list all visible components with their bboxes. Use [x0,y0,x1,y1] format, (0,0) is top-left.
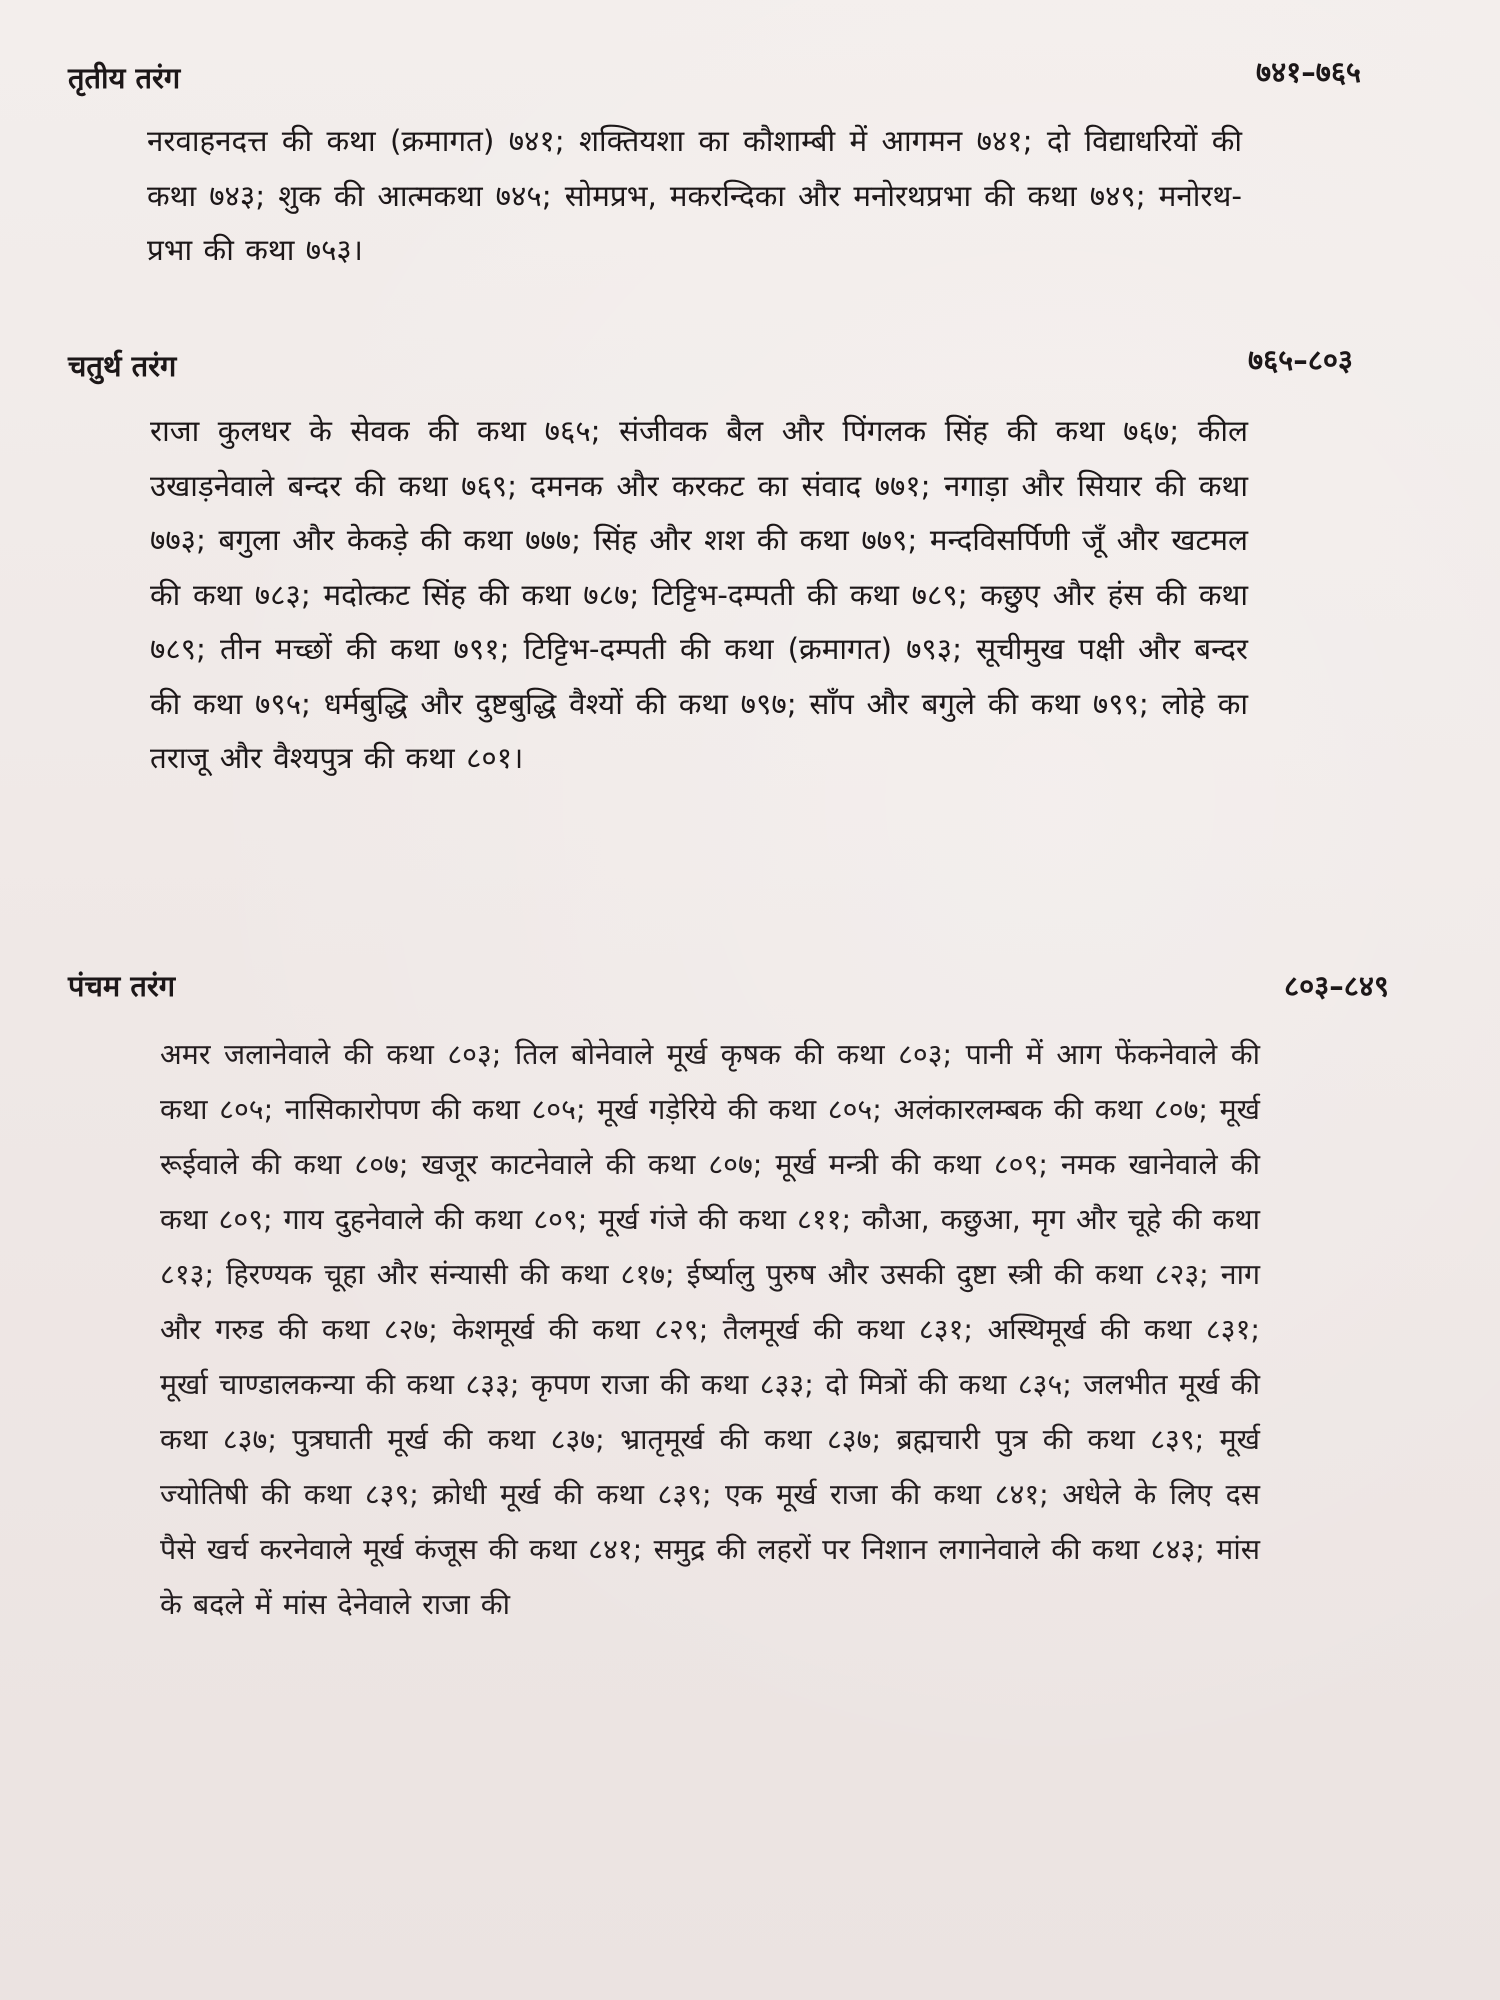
page-range: ७४१–७६५ [1256,55,1361,89]
section-title: तृतीय तरंग [68,61,181,95]
section-body-text: राजा कुलधर के सेवक की कथा ७६५; संजीवक बैल और पिंगलक सिंह की कथा ७६७; कील उखाड़नेवाले बन्दर की कथा ७६९; दमनक और करकट का संवाद ७७१; नगाड़ा और सियार की कथा ७७३; बगुला और केकड़े की कथा ७७७; सिंह और शश की कथा ७७९; मन्दविसर्पिणी जूँ और खटमल की कथा ७८३; मदोत्कट सिंह की कथा ७८७; टिट्टिभ-दम्पती की कथा ७८९; कछुए और हंस की कथा ७८९; तीन मच्छों की कथा ७९१; टिट्टिभ-दम्पती की कथा (क्रमागत) ७९३; सूचीमुख पक्षी और बन्दर की कथा ७९५; धर्मबुद्धि और दुष्टबुद्धि वैश्यों की कथा ७९७; साँप और बगुले की कथा ७९९; लोहे का तराजू और वैश्यपुत्र की कथा ८०१। [150,414,1248,775]
section-title: पंचम तरंग [68,969,176,1003]
section-title: चतुर्थ तरंग [68,349,177,383]
page-range: ७६५–८०३ [1248,343,1353,377]
section-body-text: अमर जलानेवाले की कथा ८०३; तिल बोनेवाले मूर्ख कृषक की कथा ८०३; पानी में आग फेंकनेवाले की कथा ८०५; नासिकारोपण की कथा ८०५; मूर्ख गड़ेरिये की कथा ८०५; अलंकारलम्बक की कथा ८०७; मूर्ख रूईवाले की कथा ८०७; खजूर काटनेवाले की कथा ८०७; मूर्ख मन्त्री की कथा ८०९; नमक खानेवाले की कथा ८०९; गाय दुहनेवाले की कथा ८०९; मूर्ख गंजे की कथा ८११; कौआ, कछुआ, मृग और चूहे की कथा ८१३; हिरण्यक चूहा और संन्यासी की कथा ८१७; ईर्ष्यालु पुरुष और उसकी दुष्टा स्त्री की कथा ८२३; नाग और गरुड की कथा ८२७; केशमूर्ख की कथा ८२९; तैलमूर्ख की कथा ८३१; अस्थिमूर्ख की कथा ८३१; मूर्खा चाण्डालकन्या की कथा ८३३; कृपण राजा की कथा ८३३; दो मित्रों की कथा ८३५; जलभीत मूर्ख की कथा ८३७; पुत्रघाती मूर्ख की कथा ८३७; भ्रातृमूर्ख की कथा ८३७; ब्रह्मचारी पुत्र की कथा ८३९; मूर्ख ज्योतिषी की कथा ८३९; क्रोधी मूर्ख की कथा ८३९; एक मूर्ख राजा की कथा ८४१; अधेले के लिए दस पैसे खर्च करनेवाले मूर्ख कंजूस की कथा ८४१; समुद्र की लहरों पर निशान लगानेवाले की कथा ८४३; मांस के बदले में मांस देनेवाले राजा की [160,1038,1260,1621]
page-range: ८०३–८४९ [1284,969,1389,1003]
section-body-text: नरवाहनदत्त की कथा (क्रमागत) ७४१; शक्तियशा का कौशाम्बी में आगमन ७४१; दो विद्याधरियों की कथा ७४३; शुक की आत्मकथा ७४५; सोमप्रभ, मकरन्दिका और मनोरथप्रभा की कथा ७४९; मनोरथ-प्रभा की कथा ७५३। [147,124,1242,267]
